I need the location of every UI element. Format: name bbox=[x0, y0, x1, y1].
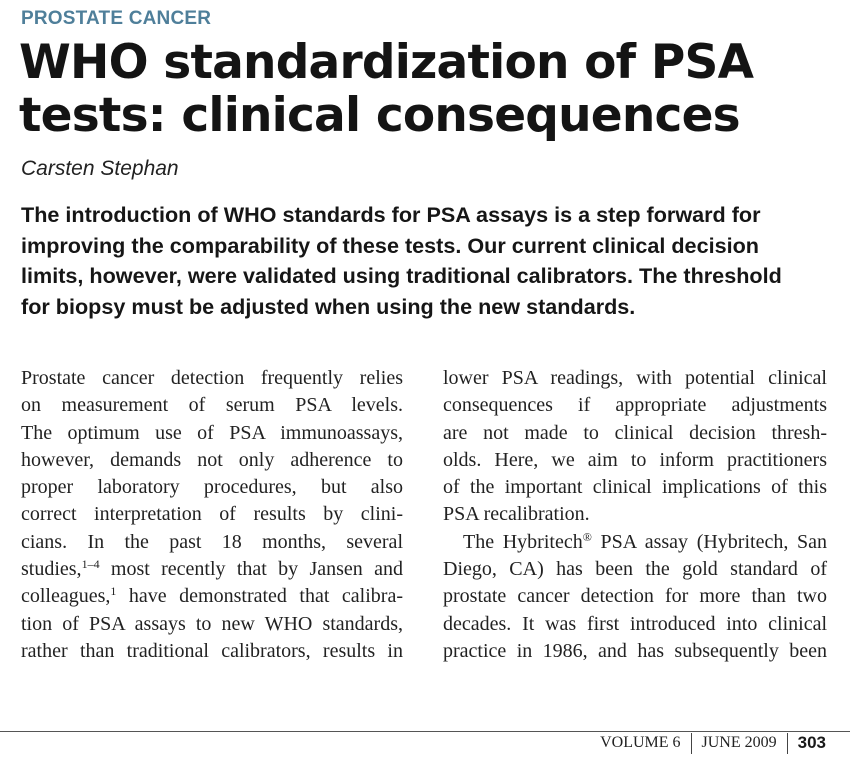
body-text: colleagues, bbox=[21, 585, 111, 608]
body-line: The optimum use of PSA immunoassays, bbox=[21, 421, 403, 444]
body-line: however, demands not only adherence to bbox=[21, 448, 403, 471]
page-footer bbox=[600, 732, 826, 754]
body-line: rather than traditional calibrators, results in bbox=[21, 639, 403, 662]
body-line: correct interpretation of results by clini- bbox=[21, 503, 403, 526]
page-number: 303 bbox=[797, 733, 826, 752]
abstract-line: limits, however, were validated using traditional calibrators. The threshold bbox=[21, 263, 782, 289]
body-column-left bbox=[21, 365, 403, 665]
body-line bbox=[443, 529, 827, 556]
citation-superscript: 1 bbox=[110, 584, 117, 599]
abstract-line: The introduction of WHO standards for PSA assays is a step forward for bbox=[21, 202, 761, 227]
body-text: studies, bbox=[21, 558, 82, 581]
body-text: have demonstrated that calibra- bbox=[116, 585, 403, 608]
abstract-line: for biopsy must be adjusted when using the new standards. bbox=[21, 293, 636, 319]
citation-superscript: 1–4 bbox=[81, 557, 100, 572]
body-text: The Hybritech bbox=[463, 530, 583, 553]
body-column-right bbox=[443, 365, 827, 665]
body-line: on measurement of serum PSA levels. bbox=[21, 394, 403, 417]
body-line: proper laboratory procedures, but also bbox=[21, 476, 403, 499]
title-line: tests: clinical consequences bbox=[19, 88, 740, 143]
body-line bbox=[21, 556, 403, 583]
section-label: PROSTATE CANCER bbox=[21, 8, 212, 29]
author-name: Carsten Stephan bbox=[21, 157, 179, 180]
body-text: PSA assay (Hybritech, San bbox=[591, 530, 827, 553]
body-line: cians. In the past 18 months, several bbox=[21, 530, 403, 553]
body-line bbox=[21, 583, 403, 610]
body-text: most recently that by Jansen and bbox=[99, 558, 403, 581]
body-line: practice in 1986, and has subsequently been bbox=[443, 639, 827, 662]
body-line: are not made to clinical decision thresh- bbox=[443, 421, 827, 444]
trademark-superscript: ® bbox=[582, 529, 592, 544]
article-title bbox=[19, 36, 829, 142]
footer-divider bbox=[691, 733, 692, 754]
body-line: consequences if appropriate adjustments bbox=[443, 394, 827, 417]
body-line: tion of PSA assays to new WHO standards, bbox=[21, 612, 403, 635]
body-line: olds. Here, we aim to inform practitioners bbox=[443, 448, 827, 471]
footer-divider bbox=[787, 733, 788, 754]
abstract bbox=[21, 200, 831, 322]
body-line: Prostate cancer detection frequently relies bbox=[21, 367, 403, 389]
footer-volume: VOLUME 6 bbox=[600, 734, 681, 751]
abstract-line: improving the comparability of these tests. Our current clinical decision bbox=[21, 232, 759, 258]
body-line: lower PSA readings, with potential clinical bbox=[443, 367, 827, 389]
body-line: decades. It was first introduced into clinical bbox=[443, 612, 827, 635]
footer-date: JUNE 2009 bbox=[701, 734, 777, 751]
body-line: prostate cancer detection for more than two bbox=[443, 585, 827, 608]
body-line: Diego, CA) has been the gold standard of bbox=[443, 558, 827, 581]
title-line: WHO standardization of PSA bbox=[19, 35, 754, 90]
body-line: PSA recalibration. bbox=[443, 503, 590, 526]
body-line: of the important clinical implications of this bbox=[443, 476, 827, 499]
